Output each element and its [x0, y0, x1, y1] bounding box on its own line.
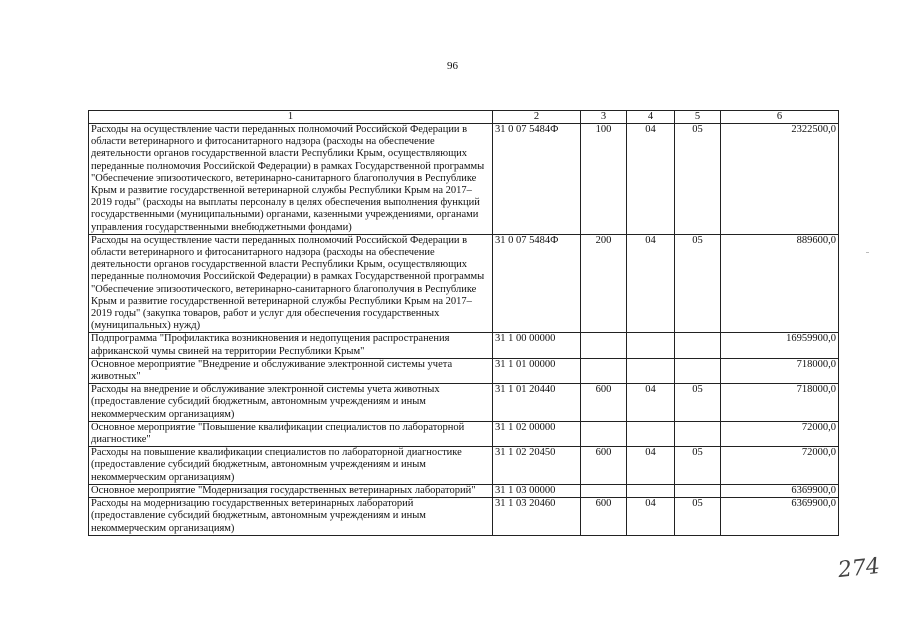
row-code: 31 0 07 5484Ф [493, 234, 581, 333]
row-section: 04 [627, 234, 675, 333]
budget-table [88, 110, 839, 536]
table-row [89, 447, 839, 485]
table-row [89, 333, 839, 358]
row-amount: 2322500,0 [721, 124, 839, 235]
column-header-6: 6 [721, 111, 839, 124]
row-subsection: 05 [675, 124, 721, 235]
row-subsection [675, 333, 721, 358]
row-expense-type [581, 484, 627, 497]
row-code: 31 1 01 20440 [493, 384, 581, 422]
table-row [89, 498, 839, 536]
row-subsection: 05 [675, 447, 721, 485]
handwritten-page-mark: 274 [836, 553, 882, 584]
row-section [627, 333, 675, 358]
table-row [89, 234, 839, 333]
row-code: 31 1 03 00000 [493, 484, 581, 497]
row-section: 04 [627, 384, 675, 422]
row-subsection: 05 [675, 234, 721, 333]
row-description: Расходы на осуществление части переданных полномочий Российской Федерации в области ветеринарного и фитосанитарного надзора (расходы на обеспечение деятельности органов государственной власти Республики Крым, осуществляющих переданные полномочия Российской Федерации) в рамках Государственной программы "Обеспечение эпизоотического, ветеринарно-санитарного благополучия в Республике Крым и развитие государственной ветеринарной службы Республики Крым на 2017–2019 годы" (закупка товаров, работ и услуг для обеспечения государственных (муниципальных) нужд) [89, 234, 493, 333]
row-section: 04 [627, 124, 675, 235]
row-section [627, 484, 675, 497]
row-amount: 718000,0 [721, 384, 839, 422]
row-section [627, 358, 675, 383]
row-amount: 72000,0 [721, 421, 839, 446]
row-subsection [675, 358, 721, 383]
row-description: Расходы на повышение квалификации специалистов по лабораторной диагностике (предоставление субсидий бюджетным, автономным учреждениям и иным некоммерческим организациям) [89, 447, 493, 485]
row-amount: 72000,0 [721, 447, 839, 485]
row-expense-type [581, 421, 627, 446]
row-amount: 16959900,0 [721, 333, 839, 358]
page-number: 96 [447, 60, 458, 72]
row-expense-type: 600 [581, 384, 627, 422]
row-description: Основное мероприятие "Повышение квалификации специалистов по лабораторной диагностике" [89, 421, 493, 446]
column-header-3: 3 [581, 111, 627, 124]
row-description: Расходы на модернизацию государственных ветеринарных лабораторий (предоставление субсидий бюджетным, автономным учреждениям и иным некоммерческим организациям) [89, 498, 493, 536]
row-code: 31 1 02 20450 [493, 447, 581, 485]
column-header-2: 2 [493, 111, 581, 124]
table-row [89, 384, 839, 422]
table-row [89, 358, 839, 383]
row-description: Основное мероприятие "Модернизация государственных ветеринарных лабораторий" [89, 484, 493, 497]
row-description: Основное мероприятие "Внедрение и обслуживание электронной системы учета животных" [89, 358, 493, 383]
row-expense-type: 600 [581, 447, 627, 485]
row-subsection [675, 421, 721, 446]
row-code: 31 1 03 20460 [493, 498, 581, 536]
column-header-5: 5 [675, 111, 721, 124]
row-code: 31 1 02 00000 [493, 421, 581, 446]
scan-speck [866, 252, 869, 253]
row-subsection [675, 484, 721, 497]
row-amount: 889600,0 [721, 234, 839, 333]
row-description: Расходы на осуществление части переданных полномочий Российской Федерации в области ветеринарного и фитосанитарного надзора (расходы на обеспечение деятельности органов государственной власти Республики Крым, осуществляющих переданные полномочия Российской Федерации) в рамках Государственной программы "Обеспечение эпизоотического, ветеринарно-санитарного благополучия в Республике Крым и развитие государственной ветеринарной службы Республики Крым на 2017–2019 годы" (расходы на выплаты персоналу в целях обеспечения выполнения функций государственными (муниципальными) органами, казенными учреждениями, органами управления государственными внебюджетными фондами) [89, 124, 493, 235]
row-code: 31 0 07 5484Ф [493, 124, 581, 235]
row-description: Расходы на внедрение и обслуживание электронной системы учета животных (предоставление субсидий бюджетным, автономным учреждениям и иным некоммерческим организациям) [89, 384, 493, 422]
row-code: 31 1 01 00000 [493, 358, 581, 383]
row-section: 04 [627, 447, 675, 485]
row-description: Подпрограмма "Профилактика возникновения и недопущения распространения африканской чумы свиней на территории Республики Крым" [89, 333, 493, 358]
row-expense-type: 600 [581, 498, 627, 536]
row-expense-type [581, 333, 627, 358]
table-row [89, 421, 839, 446]
row-expense-type: 100 [581, 124, 627, 235]
row-section [627, 421, 675, 446]
row-code: 31 1 00 00000 [493, 333, 581, 358]
row-subsection: 05 [675, 384, 721, 422]
row-amount: 6369900,0 [721, 498, 839, 536]
row-subsection: 05 [675, 498, 721, 536]
row-section: 04 [627, 498, 675, 536]
row-amount: 718000,0 [721, 358, 839, 383]
header-row [89, 111, 839, 124]
column-header-1: 1 [89, 111, 493, 124]
row-expense-type [581, 358, 627, 383]
column-header-4: 4 [627, 111, 675, 124]
table-row [89, 124, 839, 235]
row-amount: 6369900,0 [721, 484, 839, 497]
row-expense-type: 200 [581, 234, 627, 333]
table-row [89, 484, 839, 497]
